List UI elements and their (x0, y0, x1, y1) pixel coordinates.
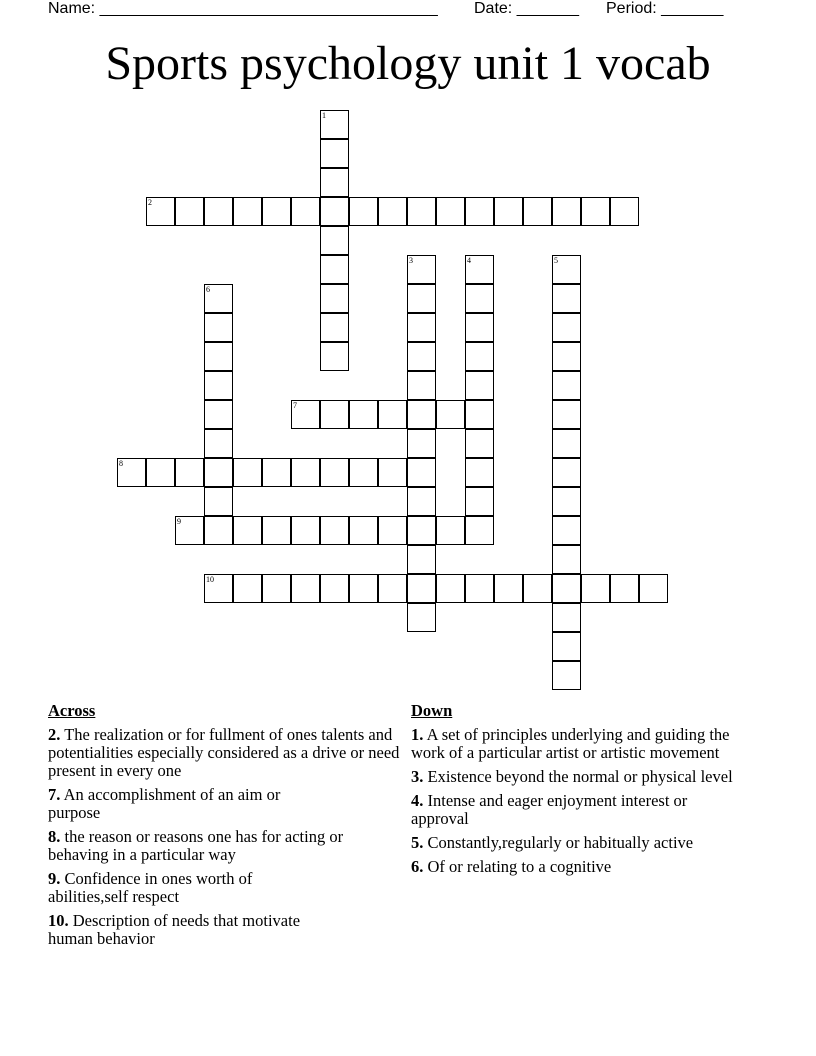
crossword-cell[interactable] (320, 516, 349, 545)
crossword-cell[interactable] (204, 313, 233, 342)
crossword-cell[interactable] (465, 371, 494, 400)
crossword-cell[interactable] (552, 661, 581, 690)
across-clues (48, 702, 403, 954)
crossword-cell[interactable] (320, 458, 349, 487)
crossword-cell[interactable] (204, 371, 233, 400)
crossword-cell[interactable] (465, 313, 494, 342)
crossword-cell[interactable] (407, 603, 436, 632)
crossword-cell[interactable] (581, 197, 610, 226)
crossword-cell[interactable] (349, 197, 378, 226)
clue-text: Description of needs that motivate human behavior (48, 911, 301, 948)
crossword-cell[interactable] (407, 342, 436, 371)
crossword-cell[interactable] (465, 574, 494, 603)
crossword-cell[interactable] (204, 516, 233, 545)
clue-number: 7. (48, 785, 61, 804)
name-field-label[interactable]: Name: ______________________________________ (48, 0, 438, 17)
crossword-cell[interactable] (407, 458, 436, 487)
clue-number: 1. (411, 725, 424, 744)
clue-number: 2. (48, 725, 61, 744)
crossword-cell[interactable] (436, 516, 465, 545)
crossword-cell[interactable] (552, 342, 581, 371)
crossword-cell[interactable] (349, 574, 378, 603)
crossword-cell[interactable] (349, 458, 378, 487)
cell-number: 7 (293, 401, 297, 410)
crossword-cell[interactable] (639, 574, 668, 603)
cell-number: 1 (322, 111, 326, 120)
crossword-cell[interactable] (349, 400, 378, 429)
crossword-cell[interactable] (320, 139, 349, 168)
crossword-cell[interactable] (610, 574, 639, 603)
clue-text: Intense and eager enjoyment interest or approval (411, 791, 688, 828)
crossword-cell[interactable] (552, 400, 581, 429)
crossword-cell[interactable] (465, 516, 494, 545)
cell-number: 6 (206, 285, 210, 294)
cell-number: 5 (554, 256, 558, 265)
crossword-cell[interactable] (378, 516, 407, 545)
crossword-cell[interactable] (465, 400, 494, 429)
crossword-cell[interactable] (233, 197, 262, 226)
crossword-cell[interactable] (233, 516, 262, 545)
crossword-cell[interactable] (552, 603, 581, 632)
crossword-cell[interactable] (320, 400, 349, 429)
clue-text: Of or relating to a cognitive (427, 857, 612, 876)
crossword-cell[interactable] (262, 574, 291, 603)
down-clue-3 (411, 768, 756, 786)
crossword-cell[interactable] (407, 284, 436, 313)
clue-number: 9. (48, 869, 61, 888)
cell-number: 10 (206, 575, 214, 584)
crossword-cell[interactable] (204, 197, 233, 226)
crossword-cell[interactable] (552, 487, 581, 516)
clue-text: Existence beyond the normal or physical level (427, 767, 733, 786)
crossword-cell[interactable] (378, 400, 407, 429)
across-heading: Across (48, 701, 96, 720)
crossword-cell[interactable] (262, 516, 291, 545)
clue-text: An accomplishment of an aim or purpose (48, 785, 281, 822)
crossword-cell[interactable] (552, 313, 581, 342)
date-field-label[interactable]: Date: _______ (474, 0, 579, 17)
crossword-cell[interactable] (204, 400, 233, 429)
across-clue-2 (48, 726, 403, 780)
clue-number: 6. (411, 857, 424, 876)
crossword-cell[interactable] (233, 574, 262, 603)
cell-number: 2 (148, 198, 152, 207)
crossword-cell[interactable] (291, 516, 320, 545)
crossword-cell[interactable] (465, 487, 494, 516)
crossword-cell[interactable] (523, 197, 552, 226)
crossword-cell[interactable] (262, 197, 291, 226)
crossword-cell[interactable] (175, 197, 204, 226)
crossword-cell[interactable] (552, 197, 581, 226)
cell-number: 9 (177, 517, 181, 526)
across-clue-8 (48, 828, 378, 864)
period-field-label[interactable]: Period: _______ (606, 0, 724, 17)
crossword-cell[interactable] (320, 574, 349, 603)
crossword-cell[interactable] (465, 284, 494, 313)
crossword-cell[interactable] (407, 371, 436, 400)
crossword-cell[interactable] (552, 371, 581, 400)
crossword-cell[interactable] (320, 226, 349, 255)
crossword-cell[interactable] (436, 197, 465, 226)
crossword-cell[interactable] (262, 458, 291, 487)
crossword-cell[interactable] (465, 197, 494, 226)
crossword-cell[interactable] (436, 574, 465, 603)
crossword-cell[interactable] (494, 197, 523, 226)
clue-text: the reason or reasons one has for acting or behaving in a particular way (48, 827, 344, 864)
crossword-cell[interactable] (320, 284, 349, 313)
crossword-cell[interactable] (291, 574, 320, 603)
crossword-cell[interactable] (523, 574, 552, 603)
crossword-cell[interactable] (552, 429, 581, 458)
crossword-cell[interactable] (407, 429, 436, 458)
clue-number: 4. (411, 791, 424, 810)
crossword-cell[interactable] (552, 516, 581, 545)
crossword-cell[interactable] (436, 400, 465, 429)
crossword-cell[interactable] (465, 342, 494, 371)
down-clue-5 (411, 834, 756, 852)
crossword-cell[interactable] (320, 197, 349, 226)
crossword-cell[interactable] (407, 545, 436, 574)
page-title: Sports psychology unit 1 vocab (105, 37, 711, 90)
crossword-cell[interactable] (320, 168, 349, 197)
crossword-cell[interactable] (465, 458, 494, 487)
down-clue-6 (411, 858, 756, 876)
down-heading: Down (411, 701, 453, 720)
crossword-cell[interactable] (291, 458, 320, 487)
crossword-cell[interactable] (407, 197, 436, 226)
crossword-cell[interactable] (378, 574, 407, 603)
across-clue-9 (48, 870, 293, 906)
crossword-cell[interactable] (407, 574, 436, 603)
crossword-cell[interactable] (291, 197, 320, 226)
crossword-cell[interactable] (552, 574, 581, 603)
crossword-cell[interactable] (320, 313, 349, 342)
crossword-cell[interactable] (610, 197, 639, 226)
crossword-cell[interactable] (233, 458, 262, 487)
crossword-cell[interactable] (581, 574, 610, 603)
crossword-cell[interactable] (494, 574, 523, 603)
crossword-cell[interactable] (146, 458, 175, 487)
crossword-cell[interactable] (407, 313, 436, 342)
cell-number: 4 (467, 256, 471, 265)
crossword-cell[interactable] (552, 284, 581, 313)
crossword-cell[interactable] (320, 342, 349, 371)
crossword-cell[interactable] (378, 197, 407, 226)
crossword-cell[interactable] (320, 255, 349, 284)
clue-number: 3. (411, 767, 424, 786)
clue-text: The realization or for fullment of ones talents and potentialities especially considered as a drive or need present in every one (48, 725, 400, 780)
clue-number: 10. (48, 911, 69, 930)
crossword-cell[interactable] (204, 458, 233, 487)
crossword-cell[interactable] (552, 545, 581, 574)
crossword-cell[interactable] (349, 516, 378, 545)
down-clue-4 (411, 792, 741, 828)
crossword-cell[interactable] (552, 458, 581, 487)
crossword-cell[interactable] (552, 632, 581, 661)
across-clue-7 (48, 786, 333, 822)
crossword-cell[interactable] (204, 342, 233, 371)
crossword-cell[interactable] (407, 400, 436, 429)
clue-number: 5. (411, 833, 424, 852)
crossword-cell[interactable] (204, 429, 233, 458)
cell-number: 3 (409, 256, 413, 265)
crossword-cell[interactable] (175, 458, 204, 487)
down-clue-1 (411, 726, 731, 762)
crossword-cell[interactable] (465, 429, 494, 458)
down-clues (411, 702, 756, 882)
crossword-cell[interactable] (407, 516, 436, 545)
clue-text: Confidence in ones worth of abilities,self respect (48, 869, 253, 906)
crossword-cell[interactable] (378, 458, 407, 487)
crossword-cell[interactable] (204, 487, 233, 516)
crossword-cell[interactable] (407, 487, 436, 516)
across-clue-10 (48, 912, 348, 948)
clue-text: Constantly,regularly or habitually active (427, 833, 694, 852)
cell-number: 8 (119, 459, 123, 468)
clue-text: A set of principles underlying and guiding the work of a particular artist or artistic movement (411, 725, 730, 762)
clue-number: 8. (48, 827, 61, 846)
